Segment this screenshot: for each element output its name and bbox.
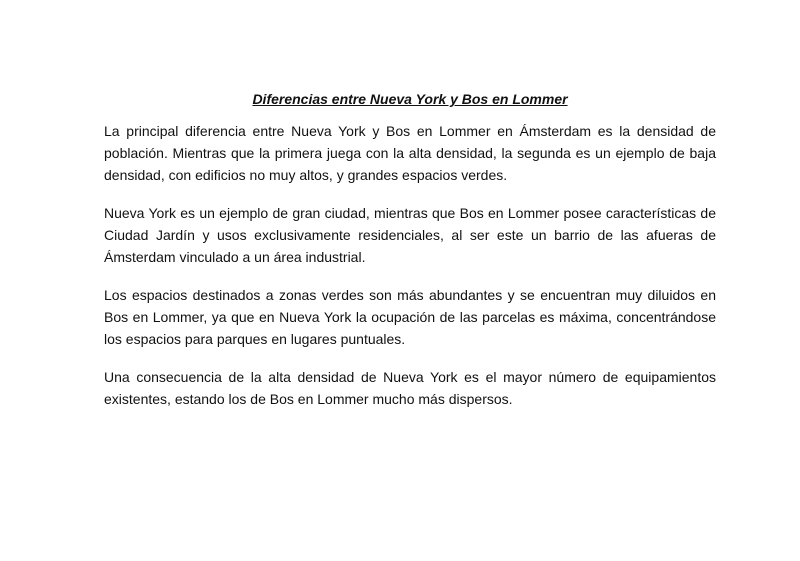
paragraph-density: La principal diferencia entre Nueva York y Bos en Lommer en Ámsterdam es la densidad de población. Mientras que la primera juega con la alta densidad, la segunda es un ejemplo de baja densidad, con edificios no muy altos, y grandes espacios verdes. (104, 123, 716, 183)
document-title: Diferencias entre Nueva York y Bos en Lommer (252, 91, 568, 107)
paragraph-green-spaces: Los espacios destinados a zonas verdes son más abundantes y se encuentran muy diluidos en Bos en Lommer, ya que en Nueva York la ocupación de las parcelas es máxima, concentrándose los espacios para parques en lugares puntuales. (104, 287, 716, 347)
paragraph-facilities: Una consecuencia de la alta densidad de Nueva York es el mayor número de equipamientos existentes, estando los de Bos en Lommer mucho más dispersos. (104, 369, 716, 407)
paragraph-city-type: Nueva York es un ejemplo de gran ciudad, mientras que Bos en Lommer posee características de Ciudad Jardín y usos exclusivamente residenciales, al ser este un barrio de las afueras de Ámsterdam vinculado a un área industrial. (104, 205, 716, 265)
document-page (104, 90, 716, 426)
